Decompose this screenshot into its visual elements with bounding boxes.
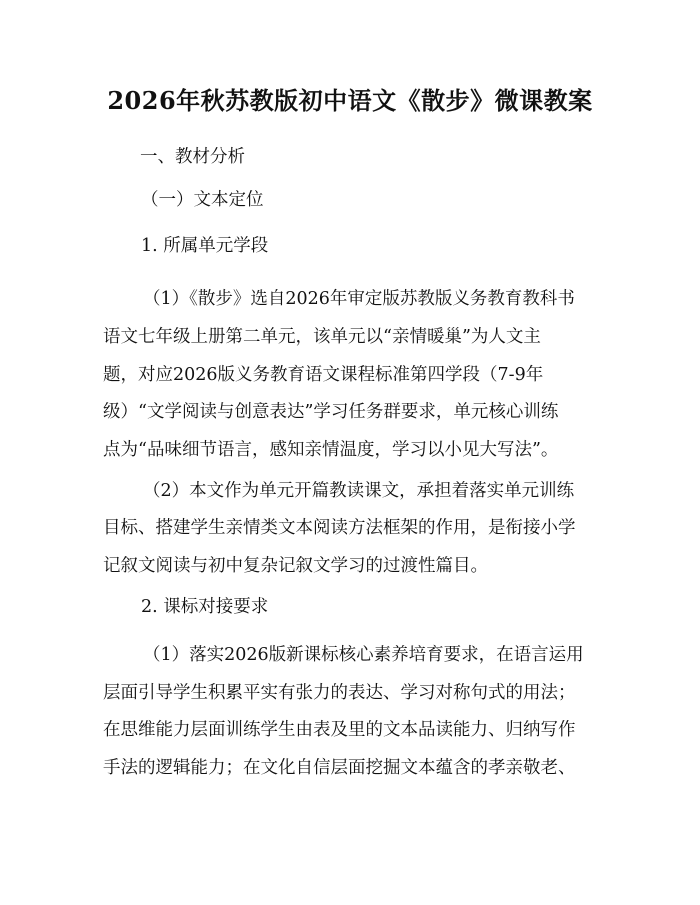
item-heading: 1. 所属单元学段 (141, 236, 269, 256)
paragraph-line: （2）本文作为单元开篇教读课文，承担着落实单元训练 (143, 481, 575, 501)
paragraph-line: （1）落实2026版新课标核心素养培育要求，在语言运用 (143, 645, 584, 665)
section-heading: 一、教材分析 (140, 147, 245, 167)
paragraph-line: 层面引导学生积累平实有张力的表达、学习对称句式的用法； (103, 683, 576, 703)
item-heading: 2. 课标对接要求 (141, 597, 269, 617)
paragraph-line: （1）《散步》选自2026年审定版苏教版义务教育教科书 (143, 289, 575, 309)
paragraph-line: 目标、搭建学生亲情类文本阅读方法框架的作用，是衔接小学 (103, 518, 576, 538)
paragraph-line: 语文七年级上册第二单元，该单元以“亲情暖巢”为人文主 (103, 327, 541, 347)
paragraph-line: 题，对应2026版义务教育语文课程标准第四学段（7-9年 (103, 365, 544, 385)
paragraph-line: 记叙文阅读与初中复杂记叙文学习的过渡性篇目。 (103, 556, 488, 576)
document-title: 2026年秋苏教版初中语文《散步》微课教案 (107, 86, 593, 115)
paragraph-line: 在思维能力层面训练学生由表及里的文本品读能力、归纳写作 (103, 720, 576, 740)
paragraph-line: 级）“文学阅读与创意表达”学习任务群要求，单元核心训练 (103, 402, 559, 422)
paragraph-line: 手法的逻辑能力；在文化自信层面挖掘文本蕴含的孝亲敬老、 (103, 758, 576, 778)
subsection-heading: （一）文本定位 (141, 190, 264, 210)
paragraph-line: 点为“品味细节语言，感知亲情温度，学习以小见大写法”。 (103, 440, 559, 460)
